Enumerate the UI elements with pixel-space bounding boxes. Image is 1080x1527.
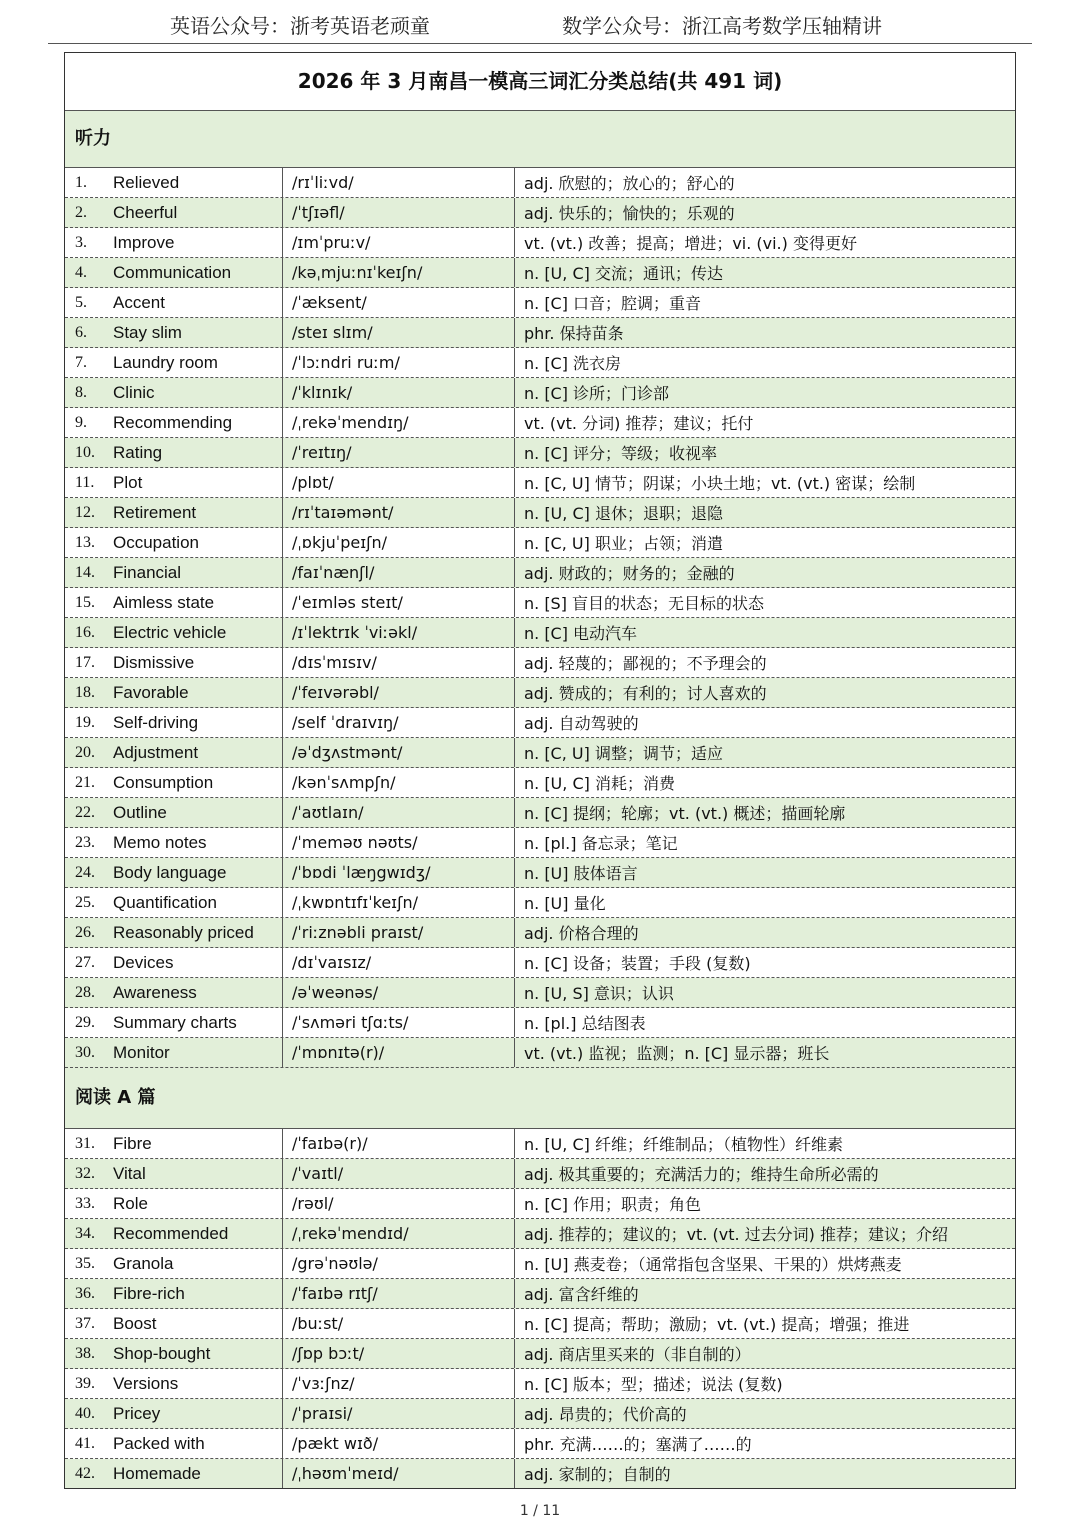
definition-cell: n. [pl.] 总结图表 bbox=[524, 1014, 646, 1033]
word-text: Consumption bbox=[113, 772, 214, 792]
phonetic-cell: /ˈfaɪbə rɪtʃ/ bbox=[283, 1279, 515, 1308]
page-number: 1 / 11 bbox=[519, 1503, 561, 1519]
word-cell bbox=[65, 858, 283, 887]
word-cell bbox=[65, 228, 283, 257]
phonetic-cell: /ˈmeməʊ nəʊts/ bbox=[283, 828, 515, 857]
phonetic-cell: /ˌkwɒntɪfɪˈkeɪʃn/ bbox=[283, 888, 515, 917]
phonetic-cell: /ˈreɪtɪŋ/ bbox=[283, 438, 515, 467]
word-text: Reasonably priced bbox=[113, 922, 254, 942]
phonetic-cell: /ˈmɒnɪtə(r)/ bbox=[283, 1038, 515, 1067]
word-cell bbox=[65, 708, 283, 737]
word-text: Adjustment bbox=[113, 742, 199, 762]
definition-cell: adj. 推荐的；建议的；vt. (vt. 过去分词) 推荐；建议；介绍 bbox=[524, 1225, 948, 1244]
word-cell bbox=[65, 1399, 283, 1428]
row-number: 16. bbox=[75, 623, 95, 641]
word-cell bbox=[65, 588, 283, 617]
row-number: 11. bbox=[75, 473, 95, 491]
table-row bbox=[65, 588, 1015, 618]
word-text: Body language bbox=[113, 862, 227, 882]
phonetic-cell: /ˌɒkjuˈpeɪʃn/ bbox=[283, 528, 515, 557]
phonetic-cell: /ˈvaɪtl/ bbox=[283, 1159, 515, 1188]
definition-cell: n. [C] 诊所；门诊部 bbox=[524, 384, 670, 403]
row-number: 7. bbox=[75, 353, 87, 371]
definition-cell: vt. (vt.) 改善；提高；增进；vi. (vi.) 变得更好 bbox=[524, 234, 857, 253]
definition-cell: n. [S] 盲目的状态；无目标的状态 bbox=[524, 594, 765, 613]
row-number: 36. bbox=[75, 1284, 95, 1302]
table-row bbox=[65, 1369, 1015, 1399]
word-cell bbox=[65, 1339, 283, 1368]
word-text: Role bbox=[113, 1193, 148, 1213]
phonetic-cell: /ʃɒp bɔːt/ bbox=[283, 1339, 515, 1368]
definition-cell: n. [U] 量化 bbox=[524, 894, 606, 913]
section-header: 听力 bbox=[65, 111, 1015, 168]
vocabulary-table bbox=[64, 52, 1016, 1489]
table-row bbox=[65, 1219, 1015, 1249]
word-cell bbox=[65, 558, 283, 587]
definition-cell: vt. (vt.) 监视；监测；n. [C] 显示器；班长 bbox=[524, 1044, 830, 1063]
row-number: 15. bbox=[75, 593, 95, 611]
word-cell bbox=[65, 1279, 283, 1308]
word-text: Communication bbox=[113, 262, 232, 282]
phonetic-cell: /ˈbɒdi ˈlæŋgwɪdʒ/ bbox=[283, 858, 515, 887]
table-row bbox=[65, 288, 1015, 318]
word-cell bbox=[65, 948, 283, 977]
row-number: 18. bbox=[75, 683, 95, 701]
phonetic-cell: /self ˈdraɪvɪŋ/ bbox=[283, 708, 515, 737]
row-number: 31. bbox=[75, 1134, 95, 1152]
definition-cell: adj. 自动驾驶的 bbox=[524, 714, 639, 733]
row-number: 22. bbox=[75, 803, 95, 821]
table-row bbox=[65, 408, 1015, 438]
word-text: Devices bbox=[113, 952, 174, 972]
table-row bbox=[65, 708, 1015, 738]
word-cell bbox=[65, 1159, 283, 1188]
word-text: Awareness bbox=[113, 982, 197, 1002]
table-row bbox=[65, 1249, 1015, 1279]
phonetic-cell: /ˈsʌməri tʃɑːts/ bbox=[283, 1008, 515, 1037]
phonetic-cell: /ˈfaɪbə(r)/ bbox=[283, 1129, 515, 1158]
word-cell bbox=[65, 408, 283, 437]
phonetic-cell: /ˈæksent/ bbox=[283, 288, 515, 317]
word-text: Recommending bbox=[113, 412, 233, 432]
table-row bbox=[65, 228, 1015, 258]
phonetic-cell: /ɪˈlektrɪk ˈviːəkl/ bbox=[283, 618, 515, 647]
word-cell bbox=[65, 1249, 283, 1278]
table-row bbox=[65, 528, 1015, 558]
definition-cell: n. [U, C] 纤维；纤维制品；（植物性）纤维素 bbox=[524, 1135, 843, 1154]
word-text: Homemade bbox=[113, 1463, 201, 1483]
definition-cell: n. [U, C] 退休；退职；退隐 bbox=[524, 504, 723, 523]
table-row bbox=[65, 648, 1015, 678]
word-cell bbox=[65, 618, 283, 647]
table-row bbox=[65, 1309, 1015, 1339]
definition-cell: phr. 充满……的；塞满了……的 bbox=[524, 1435, 752, 1454]
phonetic-cell: /ˈeɪmləs steɪt/ bbox=[283, 588, 515, 617]
phonetic-cell: /ˈlɔːndri ruːm/ bbox=[283, 348, 515, 377]
word-text: Financial bbox=[113, 562, 182, 582]
word-text: Stay slim bbox=[113, 322, 182, 342]
definition-cell: n. [C] 提纲；轮廓；vt. (vt.) 概述；描画轮廓 bbox=[524, 804, 846, 823]
table-row bbox=[65, 1159, 1015, 1189]
document-title: 2026 年 3 月南昌一模高三词汇分类总结(共 491 词) bbox=[65, 53, 1015, 111]
word-text: Summary charts bbox=[113, 1012, 237, 1032]
word-cell bbox=[65, 318, 283, 347]
word-cell bbox=[65, 1219, 283, 1248]
word-text: Outline bbox=[113, 802, 167, 822]
word-cell bbox=[65, 1038, 283, 1067]
word-text: Pricey bbox=[113, 1403, 161, 1423]
table-row bbox=[65, 828, 1015, 858]
table-row bbox=[65, 1279, 1015, 1309]
row-number: 14. bbox=[75, 563, 95, 581]
table-row bbox=[65, 1339, 1015, 1369]
word-text: Quantification bbox=[113, 892, 217, 912]
phonetic-cell: /ˈklɪnɪk/ bbox=[283, 378, 515, 407]
word-cell bbox=[65, 918, 283, 947]
word-text: Memo notes bbox=[113, 832, 207, 852]
word-text: Clinic bbox=[113, 382, 155, 402]
phonetic-cell: /ˈpraɪsi/ bbox=[283, 1399, 515, 1428]
word-text: Accent bbox=[113, 292, 165, 312]
definition-cell: adj. 昂贵的；代价高的 bbox=[524, 1405, 687, 1424]
row-number: 38. bbox=[75, 1344, 95, 1362]
word-text: Fibre-rich bbox=[113, 1283, 185, 1303]
word-cell bbox=[65, 1429, 283, 1458]
row-number: 10. bbox=[75, 443, 95, 461]
table-row bbox=[65, 198, 1015, 228]
table-row bbox=[65, 888, 1015, 918]
phonetic-cell: /ˈvɜːʃnz/ bbox=[283, 1369, 515, 1398]
row-number: 2. bbox=[75, 203, 87, 221]
word-cell bbox=[65, 438, 283, 467]
section-header: 阅读 A 篇 bbox=[65, 1068, 1015, 1129]
table-row bbox=[65, 378, 1015, 408]
word-cell bbox=[65, 348, 283, 377]
word-cell bbox=[65, 468, 283, 497]
row-number: 24. bbox=[75, 863, 95, 881]
definition-cell: n. [C] 洗衣房 bbox=[524, 354, 622, 373]
word-cell bbox=[65, 648, 283, 677]
table-row bbox=[65, 1008, 1015, 1038]
phonetic-cell: /ˈtʃɪəfl/ bbox=[283, 198, 515, 227]
header-math-account: 数学公众号：浙江高考数学压轴精讲 bbox=[562, 14, 882, 38]
table-row bbox=[65, 948, 1015, 978]
definition-cell: adj. 赞成的；有利的；讨人喜欢的 bbox=[524, 684, 767, 703]
definition-cell: n. [U, C] 消耗；消费 bbox=[524, 774, 675, 793]
row-number: 32. bbox=[75, 1164, 95, 1182]
row-number: 12. bbox=[75, 503, 95, 521]
definition-cell: n. [U, C] 交流；通讯；传达 bbox=[524, 264, 723, 283]
row-number: 13. bbox=[75, 533, 95, 551]
word-cell bbox=[65, 378, 283, 407]
definition-cell: adj. 轻蔑的；鄙视的；不予理会的 bbox=[524, 654, 767, 673]
word-cell bbox=[65, 168, 283, 197]
row-number: 4. bbox=[75, 263, 87, 281]
page-header bbox=[0, 0, 1080, 44]
row-number: 30. bbox=[75, 1043, 95, 1061]
row-number: 41. bbox=[75, 1434, 95, 1452]
word-text: Vital bbox=[113, 1163, 146, 1183]
table-row bbox=[65, 1189, 1015, 1219]
phonetic-cell: /buːst/ bbox=[283, 1309, 515, 1338]
word-cell bbox=[65, 768, 283, 797]
table-row bbox=[65, 558, 1015, 588]
word-text: Monitor bbox=[113, 1042, 170, 1062]
phonetic-cell: /faɪˈnænʃl/ bbox=[283, 558, 515, 587]
row-number: 42. bbox=[75, 1464, 95, 1482]
phonetic-cell: /əˈdʒʌstmənt/ bbox=[283, 738, 515, 767]
word-cell bbox=[65, 1189, 283, 1218]
word-cell bbox=[65, 678, 283, 707]
table-row bbox=[65, 258, 1015, 288]
table-row bbox=[65, 438, 1015, 468]
definition-cell: adj. 家制的；自制的 bbox=[524, 1465, 671, 1484]
definition-cell: n. [C, U] 情节；阴谋；小块土地；vt. (vt.) 密谋；绘制 bbox=[524, 474, 916, 493]
table-row bbox=[65, 1399, 1015, 1429]
row-number: 34. bbox=[75, 1224, 95, 1242]
table-row bbox=[65, 1429, 1015, 1459]
definition-cell: n. [C, U] 调整；调节；适应 bbox=[524, 744, 723, 763]
phonetic-cell: /pækt wɪð/ bbox=[283, 1429, 515, 1458]
row-number: 27. bbox=[75, 953, 95, 971]
table-row bbox=[65, 1129, 1015, 1159]
row-number: 25. bbox=[75, 893, 95, 911]
definition-cell: adj. 财政的；财务的；金融的 bbox=[524, 564, 735, 583]
definition-cell: n. [C] 版本；型；描述；说法 (复数) bbox=[524, 1375, 783, 1394]
word-text: Laundry room bbox=[113, 352, 218, 372]
phonetic-cell: /dɪˈvaɪsɪz/ bbox=[283, 948, 515, 977]
phonetic-cell: /kəˌmjuːnɪˈkeɪʃn/ bbox=[283, 258, 515, 287]
word-cell bbox=[65, 798, 283, 827]
definition-cell: adj. 价格合理的 bbox=[524, 924, 639, 943]
word-text: Plot bbox=[113, 472, 143, 492]
word-text: Aimless state bbox=[113, 592, 215, 612]
phonetic-cell: /ˈaʊtlaɪn/ bbox=[283, 798, 515, 827]
row-number: 6. bbox=[75, 323, 87, 341]
word-text: Improve bbox=[113, 232, 175, 252]
phonetic-cell: /ɪmˈpruːv/ bbox=[283, 228, 515, 257]
row-number: 37. bbox=[75, 1314, 95, 1332]
definition-cell: n. [C] 提高；帮助；激励；vt. (vt.) 提高；增强；推进 bbox=[524, 1315, 910, 1334]
phonetic-cell: /əˈweənəs/ bbox=[283, 978, 515, 1007]
word-cell bbox=[65, 828, 283, 857]
word-cell bbox=[65, 258, 283, 287]
word-text: Retirement bbox=[113, 502, 197, 522]
row-number: 35. bbox=[75, 1254, 95, 1272]
word-text: Self-driving bbox=[113, 712, 199, 732]
word-text: Occupation bbox=[113, 532, 199, 552]
definition-cell: n. [pl.] 备忘录；笔记 bbox=[524, 834, 678, 853]
table-row bbox=[65, 738, 1015, 768]
word-cell bbox=[65, 738, 283, 767]
word-text: Cheerful bbox=[113, 202, 178, 222]
definition-cell: n. [C] 电动汽车 bbox=[524, 624, 638, 643]
table-row bbox=[65, 168, 1015, 198]
row-number: 19. bbox=[75, 713, 95, 731]
phonetic-cell: /kənˈsʌmpʃn/ bbox=[283, 768, 515, 797]
table-row bbox=[65, 468, 1015, 498]
word-text: Boost bbox=[113, 1313, 157, 1333]
word-text: Packed with bbox=[113, 1433, 205, 1453]
phonetic-cell: /ˌrekəˈmendɪŋ/ bbox=[283, 408, 515, 437]
phonetic-cell: /ˈriːznəbli praɪst/ bbox=[283, 918, 515, 947]
table-row bbox=[65, 918, 1015, 948]
word-cell bbox=[65, 528, 283, 557]
word-text: Favorable bbox=[113, 682, 189, 702]
definition-cell: adj. 商店里买来的（非自制的） bbox=[524, 1345, 751, 1364]
row-number: 20. bbox=[75, 743, 95, 761]
word-text: Fibre bbox=[113, 1133, 152, 1153]
row-number: 9. bbox=[75, 413, 87, 431]
word-cell bbox=[65, 888, 283, 917]
table-row bbox=[65, 768, 1015, 798]
phonetic-cell: /grəˈnəʊlə/ bbox=[283, 1249, 515, 1278]
definition-cell: phr. 保持苗条 bbox=[524, 324, 624, 343]
word-text: Recommended bbox=[113, 1223, 229, 1243]
word-cell bbox=[65, 498, 283, 527]
row-number: 28. bbox=[75, 983, 95, 1001]
row-number: 26. bbox=[75, 923, 95, 941]
phonetic-cell: /dɪsˈmɪsɪv/ bbox=[283, 648, 515, 677]
word-text: Granola bbox=[113, 1253, 174, 1273]
word-text: Versions bbox=[113, 1373, 179, 1393]
word-cell bbox=[65, 1129, 283, 1158]
word-text: Electric vehicle bbox=[113, 622, 227, 642]
word-cell bbox=[65, 978, 283, 1007]
word-cell bbox=[65, 1369, 283, 1398]
definition-cell: adj. 欣慰的；放心的；舒心的 bbox=[524, 174, 735, 193]
word-text: Relieved bbox=[113, 172, 180, 192]
phonetic-cell: /rɪˈliːvd/ bbox=[283, 168, 515, 197]
table-row bbox=[65, 798, 1015, 828]
table-row bbox=[65, 678, 1015, 708]
definition-cell: n. [U] 燕麦卷；（通常指包含坚果、干果的）烘烤燕麦 bbox=[524, 1255, 902, 1274]
table-row bbox=[65, 858, 1015, 888]
header-divider bbox=[48, 43, 1032, 44]
word-cell bbox=[65, 288, 283, 317]
definition-cell: adj. 富含纤维的 bbox=[524, 1285, 639, 1304]
word-cell bbox=[65, 1309, 283, 1338]
row-number: 1. bbox=[75, 173, 87, 191]
row-number: 17. bbox=[75, 653, 95, 671]
table-row bbox=[65, 318, 1015, 348]
definition-cell: adj. 极其重要的；充满活力的；维持生命所必需的 bbox=[524, 1165, 879, 1184]
word-text: Rating bbox=[113, 442, 163, 462]
definition-cell: n. [C] 口音；腔调；重音 bbox=[524, 294, 702, 313]
phonetic-cell: /ˌhəʊmˈmeɪd/ bbox=[283, 1459, 515, 1488]
row-number: 40. bbox=[75, 1404, 95, 1422]
word-text: Shop-bought bbox=[113, 1343, 211, 1363]
table-row bbox=[65, 1038, 1015, 1068]
row-number: 5. bbox=[75, 293, 87, 311]
definition-cell: n. [C] 设备；装置；手段 (复数) bbox=[524, 954, 751, 973]
phonetic-cell: /ˈfeɪvərəbl/ bbox=[283, 678, 515, 707]
row-number: 23. bbox=[75, 833, 95, 851]
row-number: 33. bbox=[75, 1194, 95, 1212]
table-row bbox=[65, 498, 1015, 528]
table-row bbox=[65, 978, 1015, 1008]
row-number: 29. bbox=[75, 1013, 95, 1031]
phonetic-cell: /rəʊl/ bbox=[283, 1189, 515, 1218]
phonetic-cell: /steɪ slɪm/ bbox=[283, 318, 515, 347]
table-row bbox=[65, 618, 1015, 648]
word-cell bbox=[65, 198, 283, 227]
row-number: 8. bbox=[75, 383, 87, 401]
definition-cell: n. [C] 评分；等级；收视率 bbox=[524, 444, 718, 463]
definition-cell: n. [U] 肢体语言 bbox=[524, 864, 638, 883]
phonetic-cell: /ˌrekəˈmendɪd/ bbox=[283, 1219, 515, 1248]
table-row bbox=[65, 348, 1015, 378]
row-number: 39. bbox=[75, 1374, 95, 1392]
definition-cell: n. [C] 作用；职责；角色 bbox=[524, 1195, 702, 1214]
definition-cell: n. [U, S] 意识；认识 bbox=[524, 984, 674, 1003]
word-cell bbox=[65, 1459, 283, 1488]
row-number: 21. bbox=[75, 773, 95, 791]
phonetic-cell: /rɪˈtaɪəmənt/ bbox=[283, 498, 515, 527]
row-number: 3. bbox=[75, 233, 87, 251]
word-text: Dismissive bbox=[113, 652, 195, 672]
definition-cell: n. [C, U] 职业；占领；消遣 bbox=[524, 534, 723, 553]
table-row bbox=[65, 1459, 1015, 1488]
word-cell bbox=[65, 1008, 283, 1037]
definition-cell: vt. (vt. 分词) 推荐；建议；托付 bbox=[524, 414, 754, 433]
definition-cell: adj. 快乐的；愉快的；乐观的 bbox=[524, 204, 735, 223]
phonetic-cell: /plɒt/ bbox=[283, 468, 515, 497]
header-english-account: 英语公众号：浙考英语老顽童 bbox=[170, 14, 430, 38]
